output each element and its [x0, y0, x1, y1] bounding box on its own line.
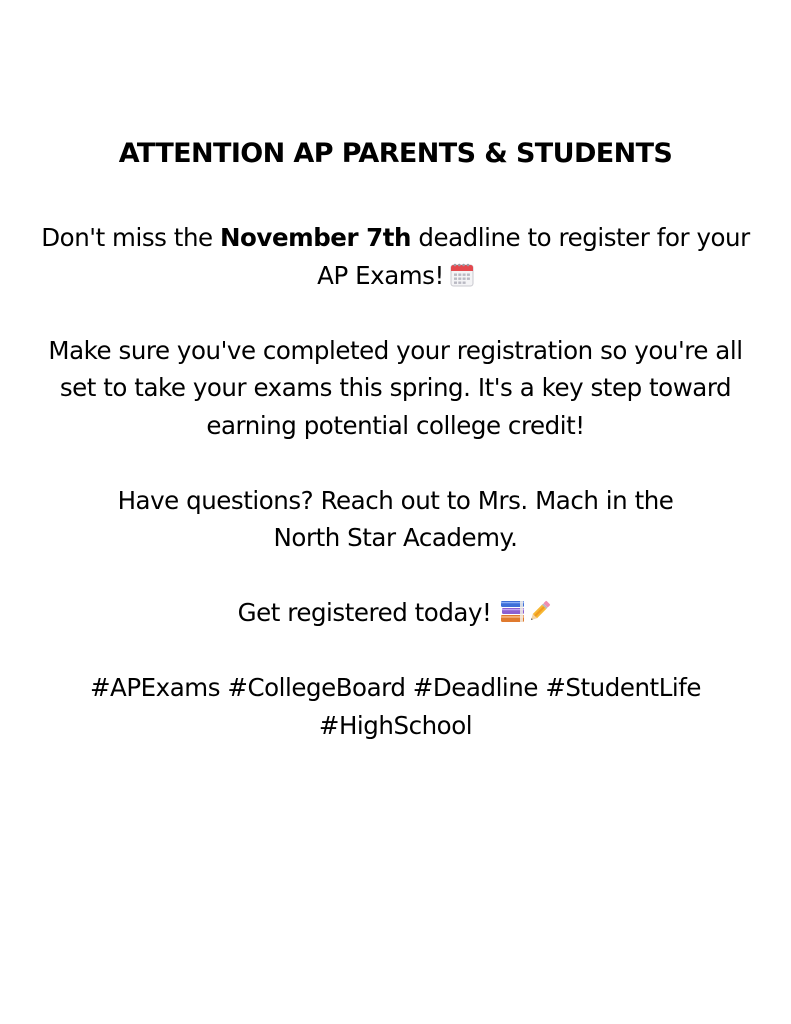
cta-paragraph — [0, 594, 791, 632]
hashtags-line-2: #HighSchool — [318, 710, 473, 740]
announcement-title: ATTENTION AP PARENTS & STUDENTS — [118, 138, 673, 169]
deadline-suffix: deadline to register for your — [411, 223, 750, 252]
deadline-prefix: Don't miss the — [41, 223, 220, 252]
cta-line — [6, 594, 785, 632]
calendar-icon — [450, 262, 474, 287]
deadline-paragraph — [0, 219, 791, 294]
deadline-exams-text: AP Exams! — [317, 260, 444, 290]
books-icon — [499, 598, 526, 625]
cta-text: Get registered today! — [237, 598, 492, 627]
deadline-line-2 — [6, 257, 785, 295]
contact-line-2: North Star Academy. — [273, 523, 518, 552]
reminder-line-2: set to take your exams this spring. It's a key step toward — [59, 373, 732, 402]
deadline-line-1 — [6, 219, 785, 257]
reminder-line-3: earning potential college credit! — [206, 410, 585, 440]
pencil-icon — [526, 598, 553, 625]
hashtags-paragraph — [0, 669, 791, 744]
deadline-date: November 7th — [220, 223, 412, 252]
reminder-line-1: Make sure you've completed your registration so you're all — [48, 335, 743, 365]
reminder-paragraph — [0, 332, 791, 445]
hashtags-line-1: #APExams #CollegeBoard #Deadline #StudentLife — [89, 673, 702, 702]
contact-paragraph — [0, 482, 791, 557]
contact-line-1: Have questions? Reach out to Mrs. Mach in the — [117, 485, 674, 515]
